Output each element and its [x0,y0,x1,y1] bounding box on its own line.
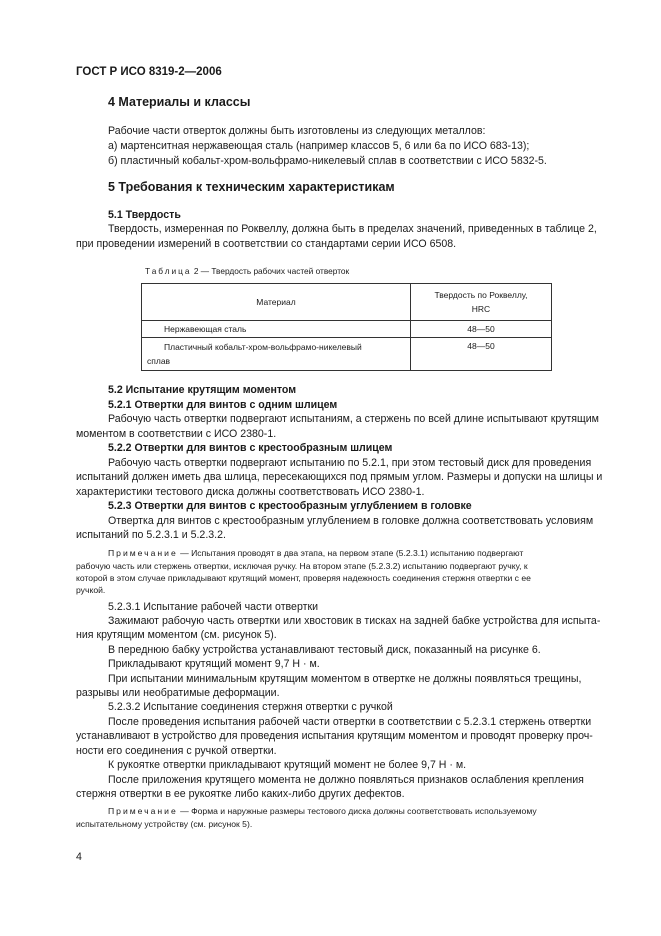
table-cell-hardness: 48—50 [411,338,552,371]
table-caption-word: Таблица [145,266,192,276]
table-cell-material: Пластичный кобальт-хром-вольфрамо-никелевый сплав [142,338,411,371]
table-cell-hardness: 48—50 [411,321,552,338]
table-row [142,321,552,338]
paragraph-line: разрывы или необратимые деформации. [76,687,280,699]
subsection-5-2-title: 5.2 Испытание крутящим моментом [108,384,297,396]
paragraph-line: В переднюю бабку устройства устанавливают тестовый диск, показанный на рисунке 6. [108,644,541,656]
paragraph-line: После проведения испытания рабочей части отвертки в соответствии с 5.2.3.1 стержень отвертки [108,716,592,728]
paragraph-line: Прикладывают крутящий момент 9,7 Н · м. [108,658,320,670]
note-line: ручкой. [76,585,106,595]
section-4-title: 4 Материалы и классы [108,95,251,109]
note-label: Примечание [108,548,178,558]
paragraph-line: При испытании минимальным крутящим моментом в отвертке не должны появляться трещины, [108,673,582,685]
document-header: ГОСТ Р ИСО 8319-2—2006 [76,66,222,78]
subsection-5-2-3-2-title: 5.2.3.2 Испытание соединения стержня отвертки с ручкой [108,701,393,713]
table-cell-material: Нержавеющая сталь [142,321,411,338]
paragraph-line: при проведении измерений в соответствии со стандартами серии ИСО 6508. [76,238,457,250]
section-5-title: 5 Требования к техническим характеристикам [108,180,395,194]
note-label: Примечание [108,806,178,816]
subsection-5-2-2-title: 5.2.2 Отвертки для винтов с крестообразным шлицем [108,442,393,454]
table-header-row [142,284,552,321]
note-line: рабочую часть или стержень отвертки, исключая ручку. На втором этапе (5.2.3.2) испытанию подвергают ручку, к [76,561,528,571]
page-number: 4 [76,851,82,863]
subsection-5-2-3-1-title: 5.2.3.1 Испытание рабочей части отвертки [108,601,319,613]
paragraph-line: Рабочую часть отвертки подвергают испытанию по 5.2.1, при этом тестовый диск для проведения [108,457,592,469]
paragraph-line: Рабочую часть отвертки подвергают испытаниям, а стержень по всей длине испытывают крутящим [108,413,599,425]
subsection-5-2-1-title: 5.2.1 Отвертки для винтов с одним шлицем [108,399,338,411]
note-line: испытательному устройству (см. рисунок 5). [76,819,253,829]
section-4-intro: Рабочие части отверток должны быть изготовлены из следующих металлов: [108,125,486,137]
paragraph-line: ности его соединения с ручкой отвертки. [76,745,277,757]
paragraph-line: Зажимают рабочую часть отвертки или хвостовик в тисках на задней бабке устройства для испыта- [108,615,601,627]
table-header-material: Материал [142,284,411,321]
paragraph-line: испытаний по 5.2.3.1 и 5.2.3.2. [76,529,226,541]
paragraph-line: Твердость, измеренная по Роквеллу, должна быть в пределах значений, приведенных в таблице 2, [108,223,597,235]
table-caption [145,266,349,276]
note-line: которой в этом случае прикладывают крутящий момент, проверяя надежность соединения стержня отвертки с ее [76,573,531,583]
paragraph-line: характеристики тестового диска должны соответствовать ИСО 2380-1. [76,486,425,498]
subsection-5-1-title: 5.1 Твердость [108,209,181,221]
table-row [142,338,552,371]
paragraph-line: устанавливают в устройство для проведения испытания крутящим моментом и проводят проверку проч- [76,730,593,742]
paragraph-line: Отвертка для винтов с крестообразным углублением в головке должна соответствовать условиям [108,515,594,527]
paragraph-line: ния крутящим моментом (см. рисунок 5). [76,629,277,641]
paragraph-line: стержня отвертки в ее рукоятке либо каких-либо других дефектов. [76,788,405,800]
section-4-item-b: б) пластичный кобальт-хром-вольфрамо-никелевый сплав в соответствии с ИСО 5832-5. [108,155,547,167]
table-caption-text: 2 — Твердость рабочих частей отверток [191,266,350,276]
note-1: Примечание — Испытания проводят в два этапа, на первом этапе (5.2.3.1) испытанию подвергают [108,548,524,558]
hardness-table [141,283,552,371]
table-header-hardness: Твердость по Роквеллу, HRC [411,284,552,321]
paragraph-line: моментом в соответствии с ИСО 2380-1. [76,428,277,440]
section-4-item-a: а) мартенситная нержавеющая сталь (например классов 5, 6 или 6а по ИСО 683-13); [108,140,530,152]
paragraph-line: После приложения крутящего момента не должно появляться признаков ослабления крепления [108,774,584,786]
note-2: Примечание — Форма и наружные размеры тестового диска должны соответствовать используемому [108,806,537,816]
paragraph-line: испытаний должен иметь два шлица, пересекающихся под прямым углом. Размеры и допуски на шлицы и [76,471,603,483]
paragraph-line: К рукоятке отвертки прикладывают крутящий момент не более 9,7 Н · м. [108,759,467,771]
subsection-5-2-3-title: 5.2.3 Отвертки для винтов с крестообразным углублением в головке [108,500,472,512]
